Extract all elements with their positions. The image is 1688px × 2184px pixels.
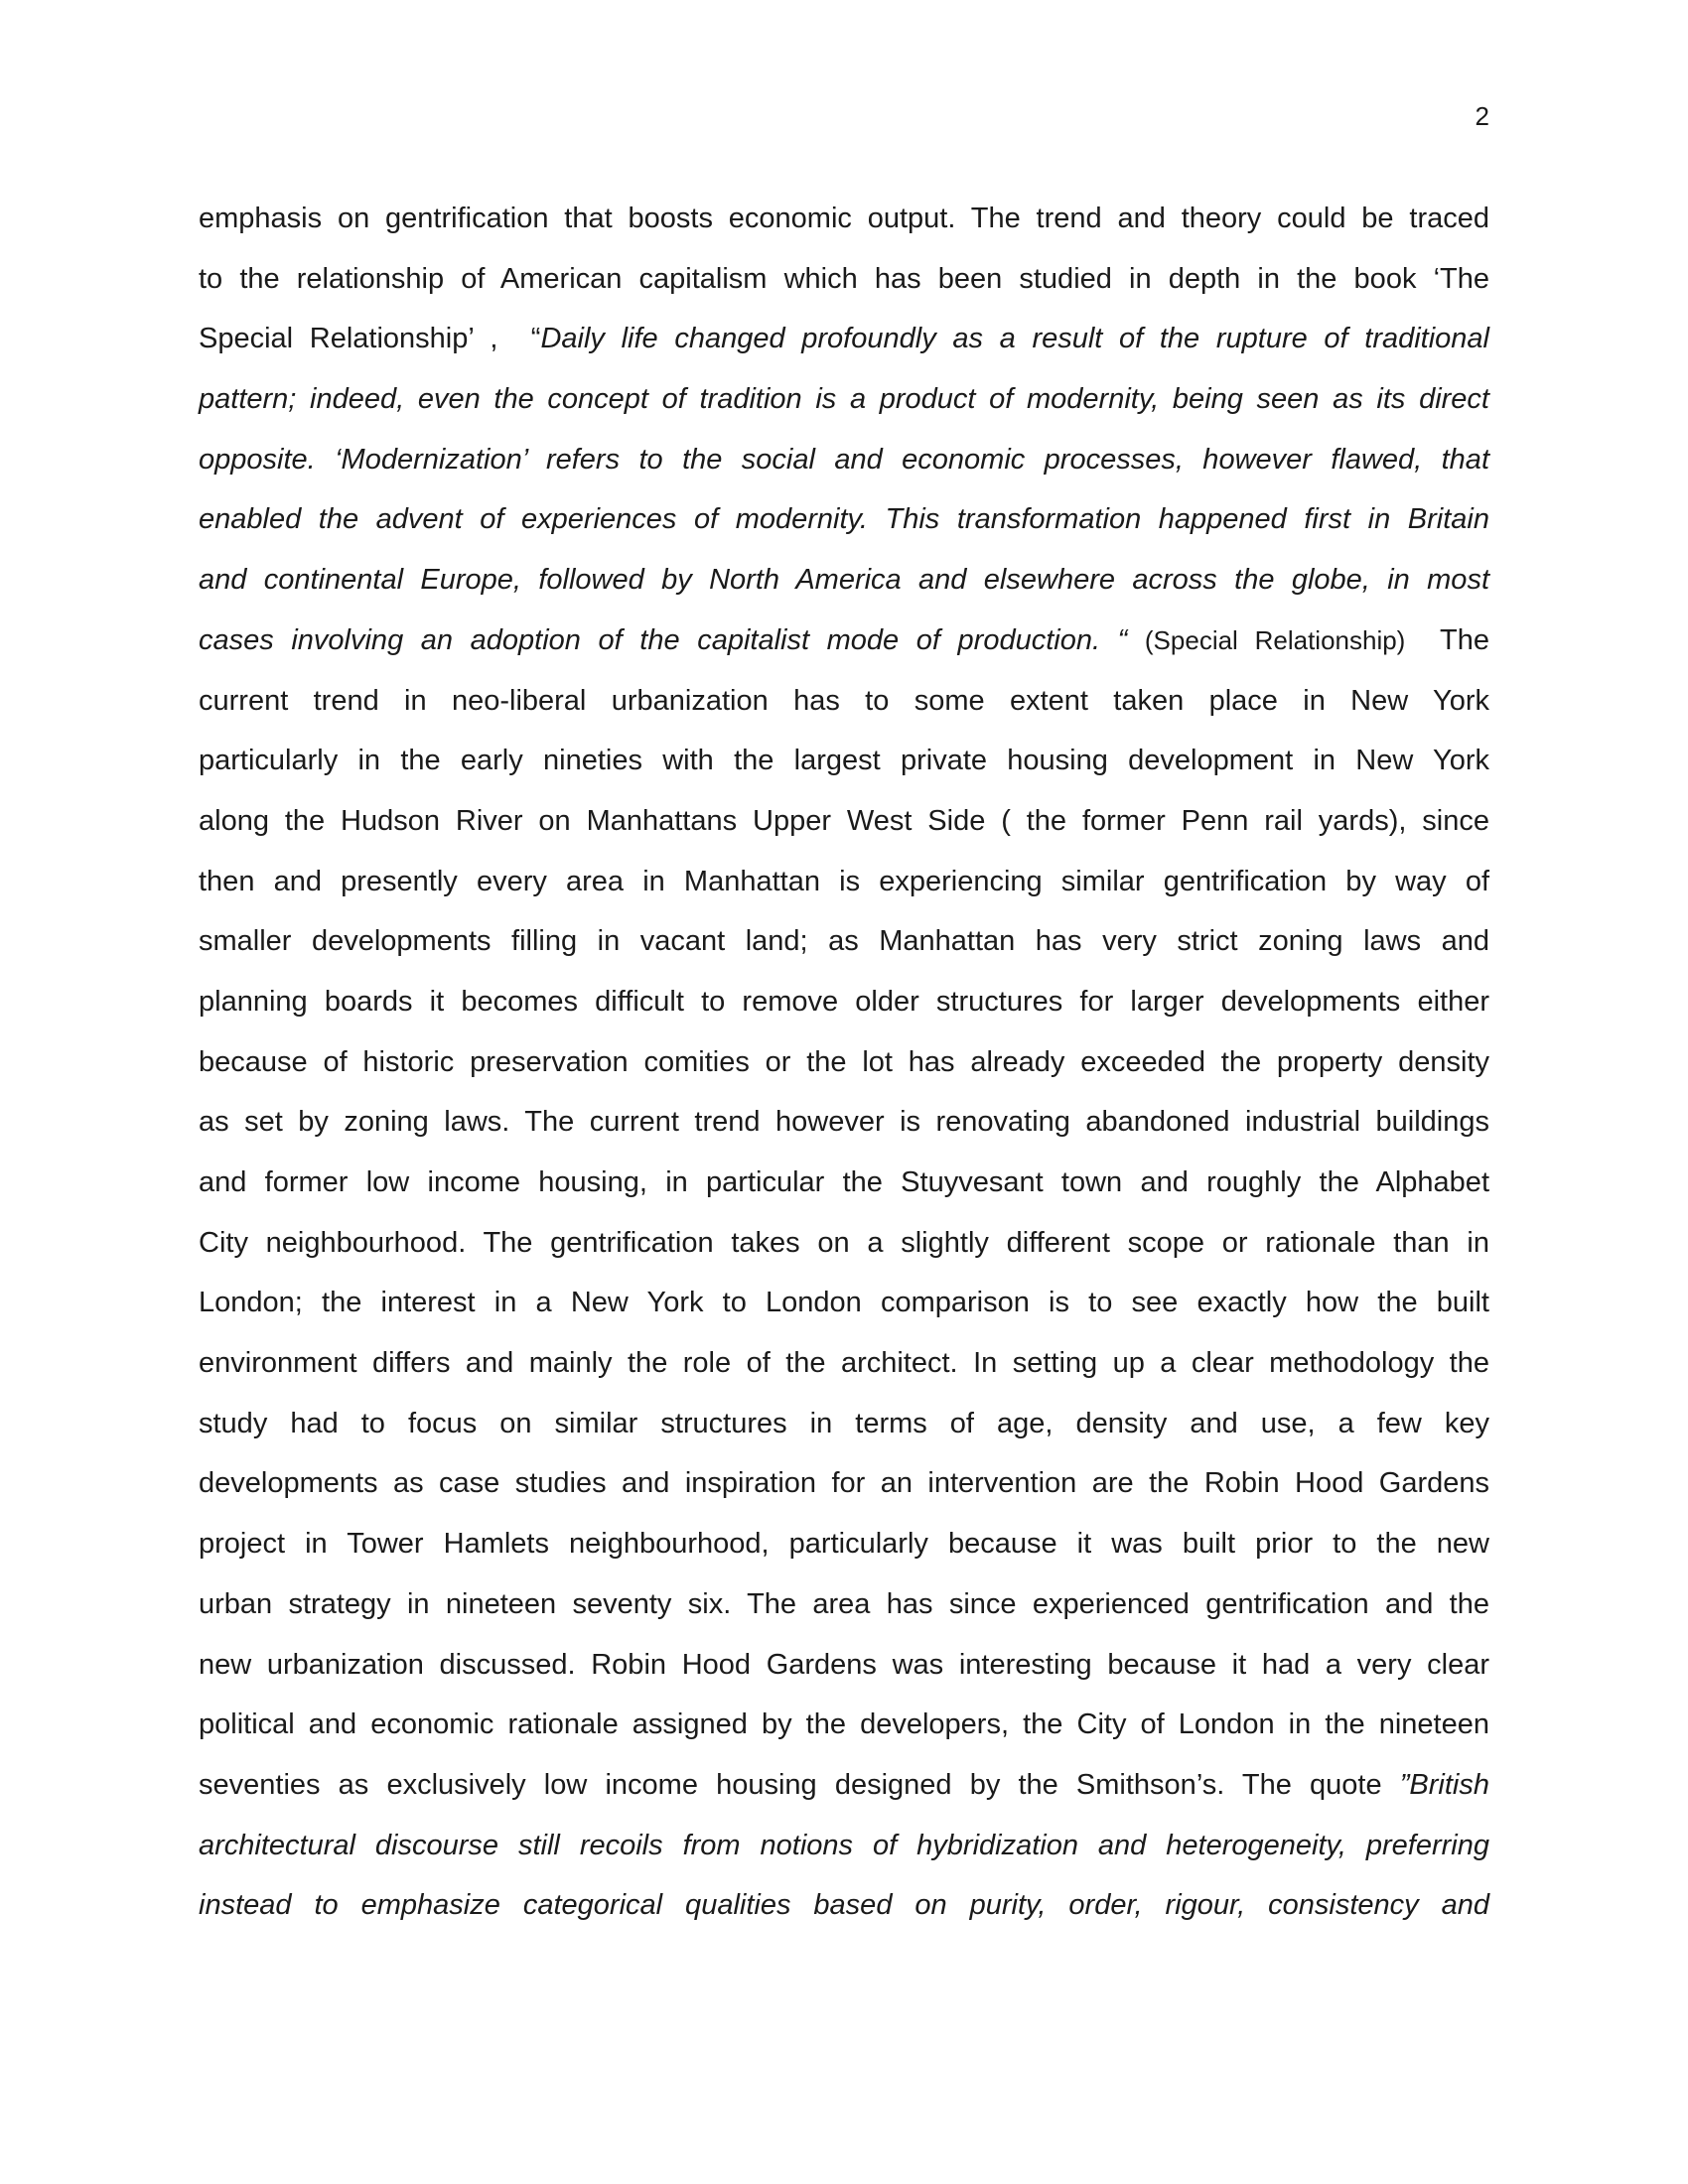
text-line — [199, 1705, 1489, 1765]
body-text-run: new urbanization discussed. Robin Hood Gardens was interesting because it had a very clear — [199, 1648, 1489, 1681]
body-text-run: then and presently every area in Manhattan is experiencing similar gentrification by way of — [199, 865, 1489, 897]
body-text-run: London; the interest in a New York to London comparison is to see exactly how the built — [199, 1287, 1489, 1319]
text-line — [199, 1645, 1489, 1706]
body-text-run: political and economic rationale assigned by the developers, the City of London in the nineteen — [199, 1708, 1489, 1741]
quoted-text: and continental Europe, followed by North America and elsewhere across the globe, in most — [199, 564, 1489, 597]
text-line — [199, 440, 1489, 500]
body-text-run: and former low income housing, in particular the Stuyvesant town and roughly the Alphabet — [199, 1166, 1489, 1198]
text-line — [199, 1463, 1489, 1524]
text-line — [199, 1223, 1489, 1284]
text-line — [199, 1584, 1489, 1645]
page-number: 2 — [1475, 101, 1489, 131]
body-text — [199, 199, 1489, 1946]
text-line — [199, 982, 1489, 1042]
body-text-run: Special Relationship’ , “ — [199, 323, 541, 355]
text-line — [199, 319, 1489, 379]
body-text-run: planning boards it becomes difficult to remove older structures for larger developments either — [199, 985, 1489, 1018]
text-line — [199, 862, 1489, 922]
body-text-run: urban strategy in nineteen seventy six. The area has since experienced gentrification and the — [199, 1587, 1489, 1620]
body-text-run: environment differs and mainly the role of the architect. In setting up a clear methodology the — [199, 1347, 1489, 1380]
body-text-run: The — [1405, 623, 1489, 656]
quoted-text: Daily life changed profoundly as a result of the rupture of traditional — [540, 323, 1489, 355]
text-line — [199, 379, 1489, 440]
body-text-run: along the Hudson River on Manhattans Upper West Side ( the former Penn rail yards), since — [199, 804, 1489, 837]
body-text-run: current trend in neo-liberal urbanization has to some extent taken place in New York — [199, 684, 1489, 717]
quoted-text: ”British — [1399, 1768, 1489, 1801]
text-line — [199, 199, 1489, 259]
quoted-text: enabled the advent of experiences of modernity. This transformation happened first in Britain — [199, 503, 1489, 536]
text-line — [199, 1162, 1489, 1223]
body-text-run: study had to focus on similar structures in terms of age, density and use, a few key — [199, 1407, 1489, 1439]
body-text-run: City neighbourhood. The gentrification takes on a slightly different scope or rationale than in — [199, 1226, 1489, 1259]
body-text-run: as set by zoning laws. The current trend however is renovating abandoned industrial buildings — [199, 1106, 1489, 1139]
quoted-text: architectural discourse still recoils from notions of hybridization and heterogeneity, preferring — [199, 1829, 1489, 1861]
text-line — [199, 1765, 1489, 1826]
text-line — [199, 1885, 1489, 1946]
body-text-run: to the relationship of American capitalism which has been studied in depth in the book ‘The — [199, 262, 1489, 295]
text-line — [199, 921, 1489, 982]
text-line — [199, 1343, 1489, 1404]
quoted-text: opposite. ‘Modernization’ refers to the social and economic processes, however flawed, that — [199, 443, 1489, 476]
citation: (Special Relationship) — [1144, 624, 1406, 655]
quoted-text: pattern; indeed, even the concept of tradition is a product of modernity, being seen as its direct — [199, 383, 1489, 416]
quoted-text: instead to emphasize categorical qualities based on purity, order, rigour, consistency and — [199, 1889, 1489, 1922]
body-text-run: seventies as exclusively low income housing designed by the Smithson’s. The quote — [199, 1768, 1400, 1801]
body-text-run: developments as case studies and inspiration for an intervention are the Robin Hood Gardens — [199, 1467, 1489, 1500]
text-line — [199, 1283, 1489, 1343]
body-text-run: project in Tower Hamlets neighbourhood, particularly because it was built prior to the new — [199, 1528, 1489, 1561]
body-text-run: emphasis on gentrification that boosts economic output. The trend and theory could be traced — [199, 203, 1489, 234]
text-line — [199, 499, 1489, 560]
body-text-run: particularly in the early nineties with the largest private housing development in New York — [199, 745, 1489, 777]
text-line — [199, 741, 1489, 801]
text-line — [199, 1102, 1489, 1162]
text-line — [199, 801, 1489, 862]
text-line — [199, 1826, 1489, 1886]
body-text-run: because of historic preservation comities or the lot has already exceeded the property density — [199, 1045, 1489, 1078]
quoted-text: cases involving an adoption of the capitalist mode of production. “ — [199, 623, 1145, 656]
text-line — [199, 1524, 1489, 1584]
text-line — [199, 259, 1489, 320]
text-line — [199, 620, 1489, 681]
text-line — [199, 1042, 1489, 1103]
text-line — [199, 1404, 1489, 1464]
body-text-run: smaller developments filling in vacant land; as Manhattan has very strict zoning laws and — [199, 925, 1489, 958]
text-line — [199, 681, 1489, 742]
text-line — [199, 560, 1489, 620]
